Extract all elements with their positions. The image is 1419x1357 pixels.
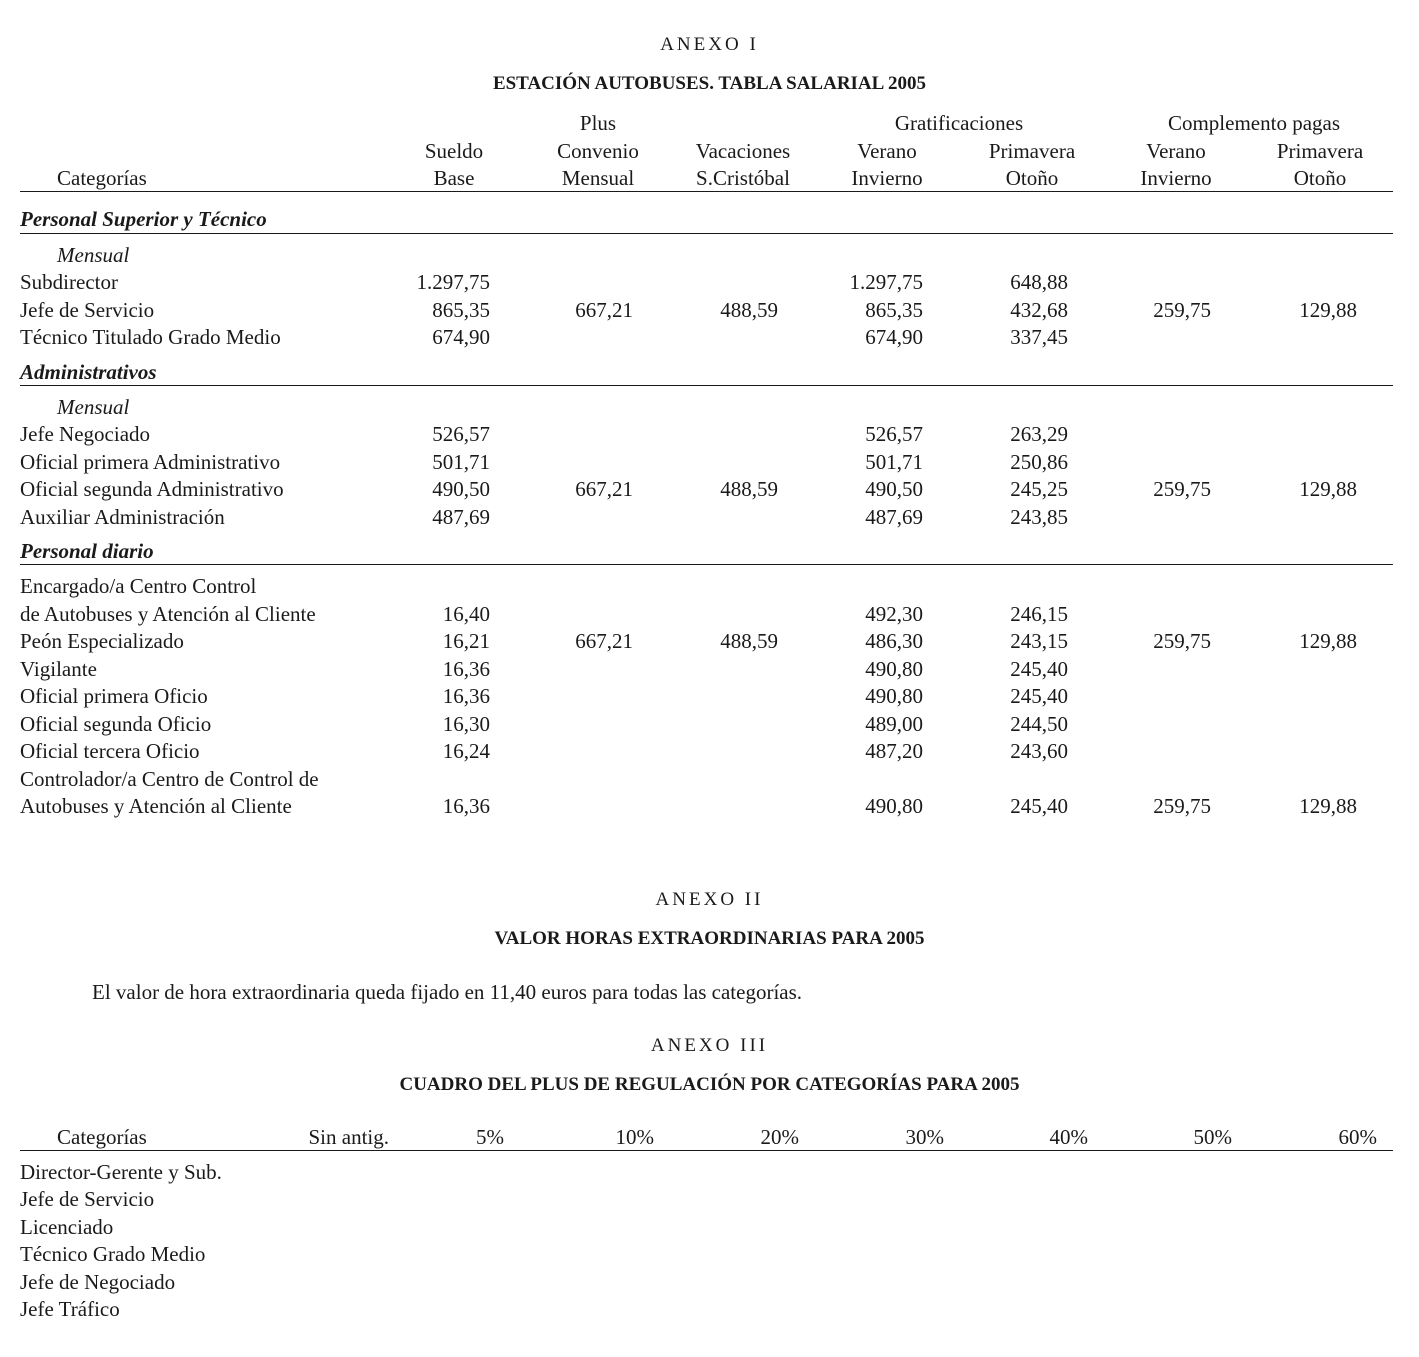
annex2-title: VALOR HORAS EXTRAORDINARIAS PARA 2005 bbox=[494, 928, 925, 949]
section-title: Personal Superior y Técnico bbox=[20, 207, 267, 231]
grat-verano-invierno-cell: 490,50 bbox=[865, 477, 923, 501]
sueldo-base-cell: 501,71 bbox=[432, 449, 490, 474]
category-cell: Auxiliar Administración bbox=[20, 504, 225, 529]
category-cell: Controlador/a Centro de Control de bbox=[20, 766, 319, 791]
category-cell: Autobuses y Atención al Cliente bbox=[20, 794, 292, 818]
section-rule bbox=[20, 385, 1393, 386]
plus-convenio-cell: 667,21 bbox=[575, 297, 633, 322]
comp-primavera-otono-cell: 129,88 bbox=[1299, 794, 1357, 818]
header-comp-invierno: Invierno bbox=[1140, 166, 1212, 190]
grat-verano-invierno-cell: 489,00 bbox=[865, 711, 923, 736]
regulation-header-rule bbox=[20, 1150, 1393, 1151]
header-gratificaciones: Gratificaciones bbox=[894, 111, 1024, 135]
grat-verano-invierno-cell: 487,20 bbox=[865, 739, 923, 763]
header-comp-verano: Verano bbox=[1146, 139, 1206, 163]
grat-verano-invierno-cell: 501,71 bbox=[865, 449, 923, 474]
grat-verano-invierno-cell: 492,30 bbox=[865, 601, 923, 626]
sueldo-base-cell: 16,36 bbox=[442, 684, 490, 708]
header-vacaciones: Vacaciones bbox=[695, 139, 791, 163]
regulation-row-category: Licenciado bbox=[20, 1214, 114, 1239]
grat-verano-invierno-cell: 490,80 bbox=[865, 794, 923, 818]
grat-primavera-otono-cell: 337,45 bbox=[1010, 325, 1068, 349]
annex3-title: CUADRO DEL PLUS DE REGULACIÓN POR CATEGORÍAS PARA 2005 bbox=[399, 1074, 1020, 1095]
section-subtitle: Mensual bbox=[57, 395, 130, 419]
header-grat-invierno: Invierno bbox=[851, 166, 923, 190]
regulation-column-header: 30% bbox=[905, 1125, 944, 1149]
grat-primavera-otono-cell: 250,86 bbox=[1010, 449, 1068, 474]
sueldo-base-cell: 674,90 bbox=[432, 325, 490, 349]
sueldo-base-cell: 16,36 bbox=[442, 656, 490, 681]
sueldo-base-cell: 16,36 bbox=[442, 794, 490, 818]
grat-primavera-otono-cell: 244,50 bbox=[1010, 711, 1068, 736]
comp-primavera-otono-cell: 129,88 bbox=[1299, 477, 1357, 501]
comp-primavera-otono-cell: 129,88 bbox=[1299, 629, 1357, 653]
regulation-row-category: Director-Gerente y Sub. bbox=[20, 1160, 222, 1184]
regulation-column-header: 60% bbox=[1338, 1125, 1377, 1149]
category-cell: Peón Especializado bbox=[20, 629, 184, 653]
grat-primavera-otono-cell: 243,60 bbox=[1010, 739, 1068, 763]
category-cell: Oficial primera Administrativo bbox=[20, 449, 281, 474]
category-cell: Jefe de Servicio bbox=[20, 297, 155, 322]
header-comp-otono: Otoño bbox=[1293, 166, 1347, 190]
sueldo-base-cell: 16,40 bbox=[442, 601, 490, 626]
regulation-row-category: Técnico Grado Medio bbox=[20, 1242, 206, 1267]
grat-primavera-otono-cell: 246,15 bbox=[1010, 601, 1068, 626]
grat-primavera-otono-cell: 245,40 bbox=[1010, 794, 1068, 818]
grat-primavera-otono-cell: 263,29 bbox=[1010, 422, 1068, 446]
header-scristobal: S.Cristóbal bbox=[696, 166, 790, 190]
section-subtitle: Mensual bbox=[57, 243, 130, 267]
annex2-text: El valor de hora extraordinaria queda fijado en 11,40 euros para todas las categorías. bbox=[92, 980, 803, 1004]
vacaciones-cell: 488,59 bbox=[720, 629, 778, 653]
grat-verano-invierno-cell: 490,80 bbox=[865, 656, 923, 681]
annex3-label: ANEXO III bbox=[650, 1035, 769, 1056]
grat-verano-invierno-cell: 674,90 bbox=[865, 325, 923, 349]
category-cell: Subdirector bbox=[20, 270, 118, 294]
grat-verano-invierno-cell: 487,69 bbox=[865, 504, 923, 529]
vacaciones-cell: 488,59 bbox=[720, 477, 778, 501]
header-comp-primavera: Primavera bbox=[1276, 139, 1364, 163]
sueldo-base-cell: 487,69 bbox=[432, 504, 490, 529]
header-base: Base bbox=[433, 166, 475, 190]
sueldo-base-cell: 490,50 bbox=[432, 477, 490, 501]
comp-verano-invierno-cell: 259,75 bbox=[1153, 629, 1211, 653]
regulation-column-header: Categorías bbox=[57, 1125, 147, 1149]
regulation-column-header: 5% bbox=[476, 1125, 504, 1149]
header-sueldo: Sueldo bbox=[424, 139, 484, 163]
section-title: Personal diario bbox=[20, 539, 154, 563]
comp-primavera-otono-cell: 129,88 bbox=[1299, 297, 1357, 322]
header-convenio: Convenio bbox=[557, 139, 639, 163]
sueldo-base-cell: 16,24 bbox=[442, 739, 490, 763]
grat-verano-invierno-cell: 865,35 bbox=[865, 297, 923, 322]
sueldo-base-cell: 526,57 bbox=[432, 422, 490, 446]
category-cell: Oficial tercera Oficio bbox=[20, 739, 200, 763]
grat-primavera-otono-cell: 432,68 bbox=[1010, 297, 1068, 322]
section-rule bbox=[20, 564, 1393, 565]
grat-verano-invierno-cell: 1.297,75 bbox=[849, 270, 923, 294]
sueldo-base-cell: 16,30 bbox=[442, 711, 490, 736]
grat-verano-invierno-cell: 490,80 bbox=[865, 684, 923, 708]
grat-primavera-otono-cell: 245,40 bbox=[1010, 656, 1068, 681]
header-rule bbox=[20, 191, 1393, 192]
section-rule bbox=[20, 233, 1393, 234]
section-title: Administrativos bbox=[20, 360, 157, 384]
grat-primavera-otono-cell: 243,15 bbox=[1010, 629, 1068, 653]
category-cell: Encargado/a Centro Control bbox=[20, 574, 257, 598]
grat-verano-invierno-cell: 486,30 bbox=[865, 629, 923, 653]
regulation-row-category: Jefe de Servicio bbox=[20, 1187, 155, 1212]
sueldo-base-cell: 16,21 bbox=[442, 629, 490, 653]
category-cell: de Autobuses y Atención al Cliente bbox=[20, 601, 316, 626]
annex1-label: ANEXO I bbox=[660, 34, 759, 55]
header-plus: Plus bbox=[579, 111, 617, 135]
annex2-label: ANEXO II bbox=[655, 889, 764, 910]
regulation-column-header: 20% bbox=[760, 1125, 799, 1149]
header-grat-primavera: Primavera bbox=[988, 139, 1076, 163]
category-cell: Oficial segunda Oficio bbox=[20, 711, 212, 736]
sueldo-base-cell: 865,35 bbox=[432, 297, 490, 322]
regulation-column-header: 40% bbox=[1049, 1125, 1088, 1149]
grat-primavera-otono-cell: 245,40 bbox=[1010, 684, 1068, 708]
grat-primavera-otono-cell: 243,85 bbox=[1010, 504, 1068, 529]
plus-convenio-cell: 667,21 bbox=[575, 629, 633, 653]
header-grat-verano: Verano bbox=[857, 139, 917, 163]
vacaciones-cell: 488,59 bbox=[720, 297, 778, 322]
header-mensual: Mensual bbox=[561, 166, 635, 190]
comp-verano-invierno-cell: 259,75 bbox=[1153, 477, 1211, 501]
category-cell: Vigilante bbox=[20, 656, 97, 681]
plus-convenio-cell: 667,21 bbox=[575, 477, 633, 501]
regulation-column-header: 10% bbox=[615, 1125, 654, 1149]
regulation-column-header: 50% bbox=[1193, 1125, 1232, 1149]
comp-verano-invierno-cell: 259,75 bbox=[1153, 297, 1211, 322]
category-cell: Técnico Titulado Grado Medio bbox=[20, 325, 281, 349]
header-complemento: Complemento pagas bbox=[1167, 111, 1341, 135]
category-cell: Oficial primera Oficio bbox=[20, 684, 208, 708]
comp-verano-invierno-cell: 259,75 bbox=[1153, 794, 1211, 818]
sueldo-base-cell: 1.297,75 bbox=[416, 270, 490, 294]
category-cell: Oficial segunda Administrativo bbox=[20, 477, 284, 501]
annex1-title: ESTACIÓN AUTOBUSES. TABLA SALARIAL 2005 bbox=[492, 73, 927, 94]
header-categorias: Categorías bbox=[57, 166, 147, 190]
header-grat-otono: Otoño bbox=[1005, 166, 1059, 190]
grat-primavera-otono-cell: 245,25 bbox=[1010, 477, 1068, 501]
regulation-row-category: Jefe Tráfico bbox=[20, 1297, 120, 1321]
regulation-column-header: Sin antig. bbox=[308, 1125, 389, 1149]
category-cell: Jefe Negociado bbox=[20, 422, 151, 446]
grat-verano-invierno-cell: 526,57 bbox=[865, 422, 923, 446]
regulation-row-category: Jefe de Negociado bbox=[20, 1269, 176, 1294]
grat-primavera-otono-cell: 648,88 bbox=[1010, 270, 1068, 294]
